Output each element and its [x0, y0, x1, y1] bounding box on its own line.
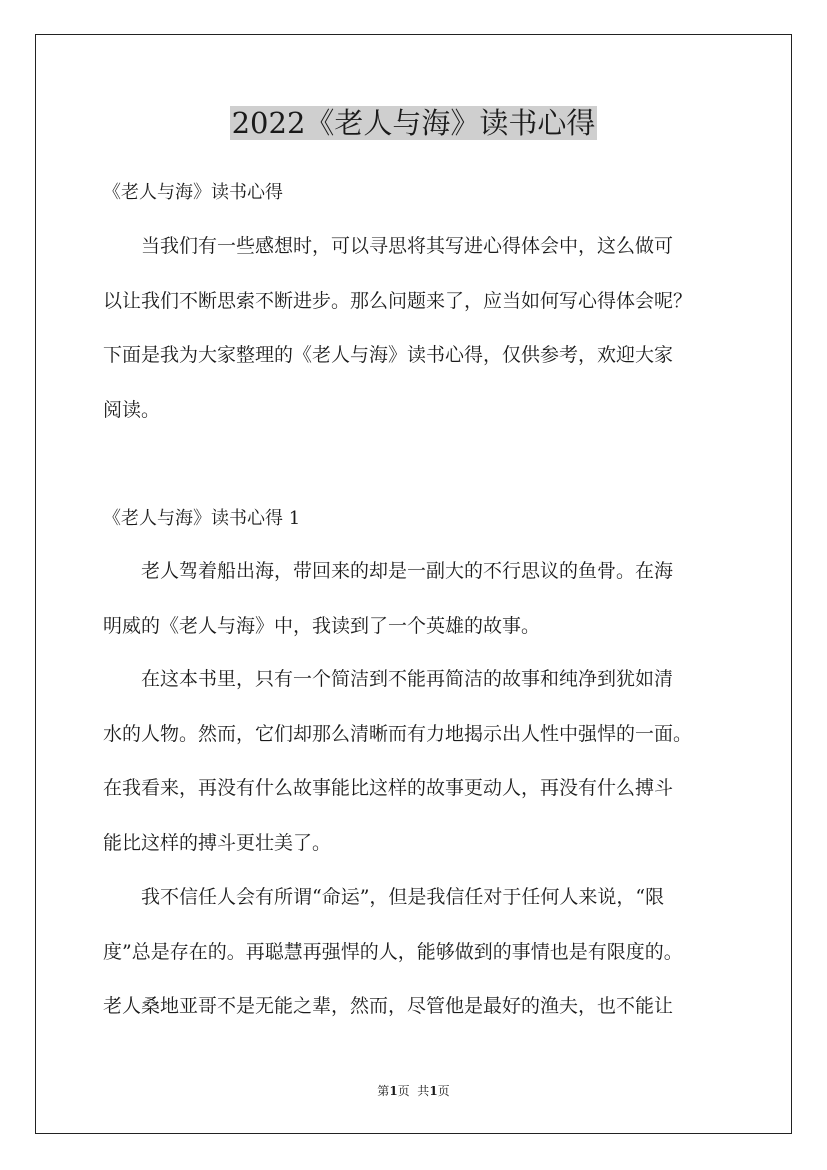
paragraph-line: 我不信任人会有所谓“命运”，但是我信任对于任何人来说，“限: [103, 886, 665, 908]
paragraph-line: 度”总是存在的。再聪慧再强悍的人，能够做到的事情也是有限度的。: [103, 940, 683, 963]
paragraph-2: [103, 652, 743, 870]
page-footer: [0, 1083, 827, 1099]
paragraph-3: [103, 870, 743, 1034]
intro-line: 以让我们不断思索不断进步。那么问题来了，应当如何写心得体会呢？: [103, 289, 693, 312]
intro-paragraph: [103, 219, 743, 437]
paragraph-line: 在这本书里，只有一个简洁到不能再简洁的故事和纯净到犹如清: [103, 668, 674, 690]
footer-page-current: 1: [389, 1084, 398, 1098]
paragraph-line: 水的人物。然而，它们却那么清晰而有力地揭示出人性中强悍的一面。: [103, 722, 693, 745]
footer-page-prefix: 第: [377, 1084, 390, 1098]
document-title: [0, 103, 827, 143]
paragraph-line: 老人桑地亚哥不是无能之辈，然而，尽管他是最好的渔夫，也不能让: [103, 995, 674, 1017]
intro-line: 当我们有一些感想时，可以寻思将其写进心得体会中，这么做可: [103, 235, 674, 257]
paragraph-line: 老人驾着船出海，带回来的却是一副大的不行思议的鱼骨。在海: [103, 560, 674, 582]
intro-line: 阅读。: [103, 398, 161, 421]
footer-page-mid: 页 共: [397, 1084, 430, 1098]
intro-line: 下面是我为大家整理的《老人与海》读书心得，仅供参考，欢迎大家: [103, 344, 674, 366]
footer-page-total: 1: [429, 1084, 438, 1098]
section-heading: 《老人与海》读书心得 1: [103, 508, 301, 529]
document-subtitle: 《老人与海》读书心得: [103, 182, 283, 203]
paragraph-line: 能比这样的搏斗更壮美了。: [103, 831, 332, 854]
document-title-text: 2022《老人与海》读书心得: [231, 106, 596, 140]
footer-page-suffix: 页: [437, 1084, 450, 1098]
paragraph-1: [103, 544, 743, 653]
paragraph-line: 在我看来，再没有什么故事能比这样的故事更动人，再没有什么搏斗: [103, 777, 674, 799]
paragraph-line: 明威的《老人与海》中，我读到了一个英雄的故事。: [103, 614, 541, 637]
